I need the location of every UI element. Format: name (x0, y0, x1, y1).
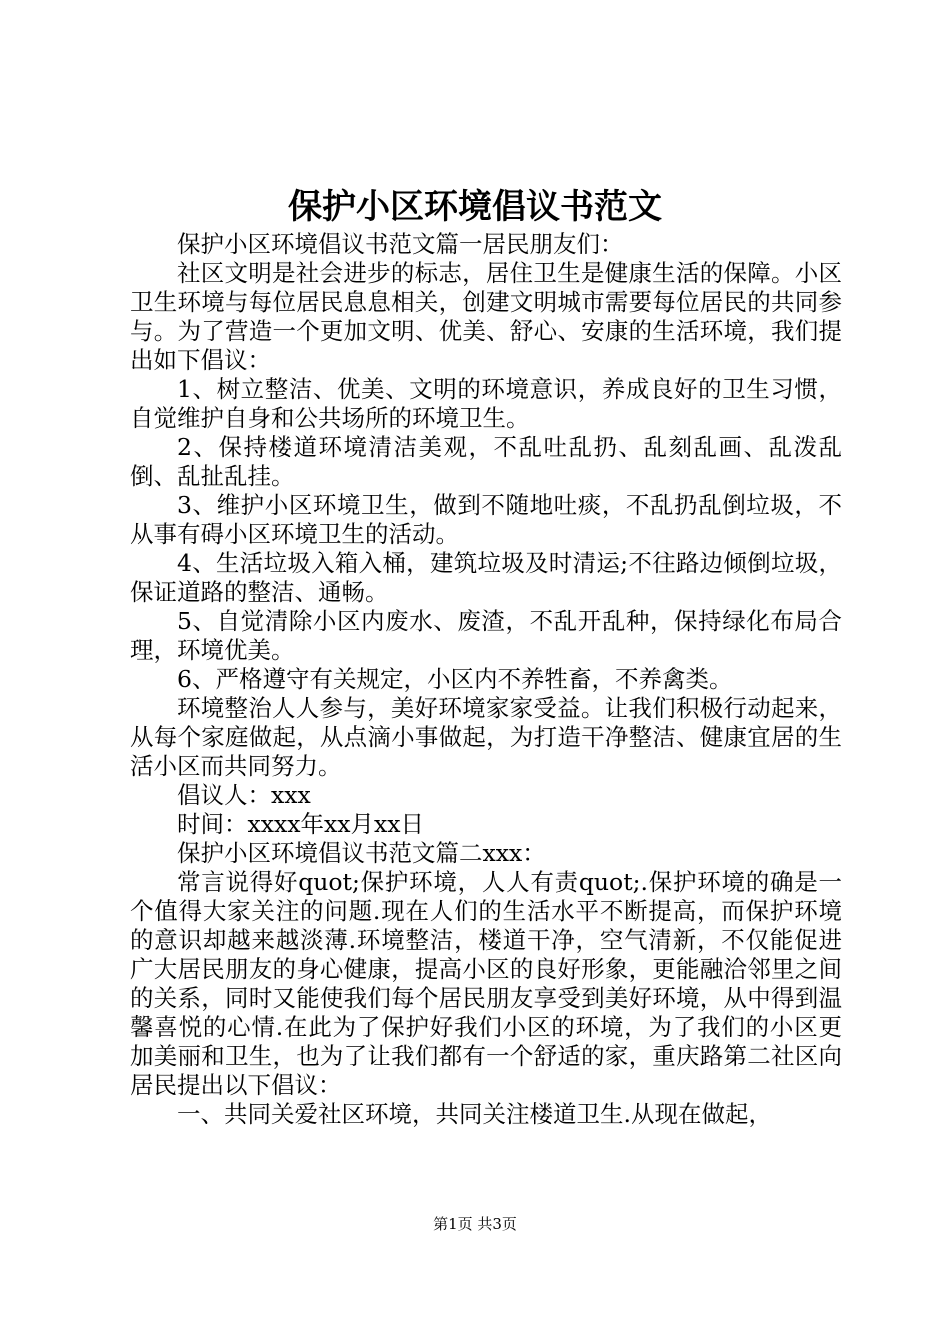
paragraph: 3、维护小区环境卫生，做到不随地吐痰，不乱扔乱倒垃圾，不从事有碍小区环境卫生的活动。 (130, 491, 842, 548)
paragraph: 6、严格遵守有关规定，小区内不养牲畜，不养禽类。 (177, 665, 733, 693)
paragraph: 环境整治人人参与，美好环境家家受益。让我们积极行动起来，从每个家庭做起，从点滴小事做起，为打造干净整洁、健康宜居的生活小区而共同努力。 (130, 694, 842, 780)
paragraph: 时间：xxxx年xx月xx日 (177, 810, 425, 838)
paragraph: 保护小区环境倡议书范文篇一居民朋友们： (177, 230, 624, 258)
paragraph: 倡议人：xxx (177, 781, 311, 809)
paragraph: 2、保持楼道环境清洁美观，不乱吐乱扔、乱刻乱画、乱泼乱倒、乱扯乱挂。 (130, 433, 842, 490)
document-title: 保护小区环境倡议书范文 (288, 187, 662, 227)
document-body (130, 230, 842, 1129)
paragraph: 一、共同关爱社区环境，共同关注楼道卫生.从现在做起， (177, 1100, 772, 1128)
paragraph: 保护小区环境倡议书范文篇二xxx： (177, 839, 546, 867)
paragraph: 社区文明是社会进步的标志，居住卫生是健康生活的保障。小区卫生环境与每位居民息息相关，创建文明城市需要每位居民的共同参与。为了营造一个更加文明、优美、舒心、安康的生活环境，我们提出如下倡议： (130, 259, 842, 374)
paragraph: 5、自觉清除小区内废水、废渣，不乱开乱种，保持绿化布局合理，环境优美。 (130, 607, 842, 664)
paragraph: 1、树立整洁、优美、文明的环境意识，养成良好的卫生习惯，自觉维护自身和公共场所的环境卫生。 (130, 375, 842, 432)
paragraph: 4、生活垃圾入箱入桶，建筑垃圾及时清运;不往路边倾倒垃圾，保证道路的整洁、通畅。 (130, 549, 842, 606)
page-footer: 第1页 共3页 (433, 1215, 517, 1233)
paragraph: 常言说得好quot;保护环境，人人有责quot;.保护环境的确是一个值得大家关注的问题.现在人们的生活水平不断提高，而保护环境的意识却越来越淡薄.环境整洁，楼道干净，空气清新，不仅能促进广大居民朋友的身心健康，提高小区的良好形象，更能融洽邻里之间的关系，同时又能使我们每个居民朋友享受到美好环境，从中得到温馨喜悦的心情.在此为了保护好我们小区的环境，为了我们的小区更加美丽和卫生，也为了让我们都有一个舒适的家，重庆路第二社区向居民提出以下倡议： (130, 868, 842, 1099)
